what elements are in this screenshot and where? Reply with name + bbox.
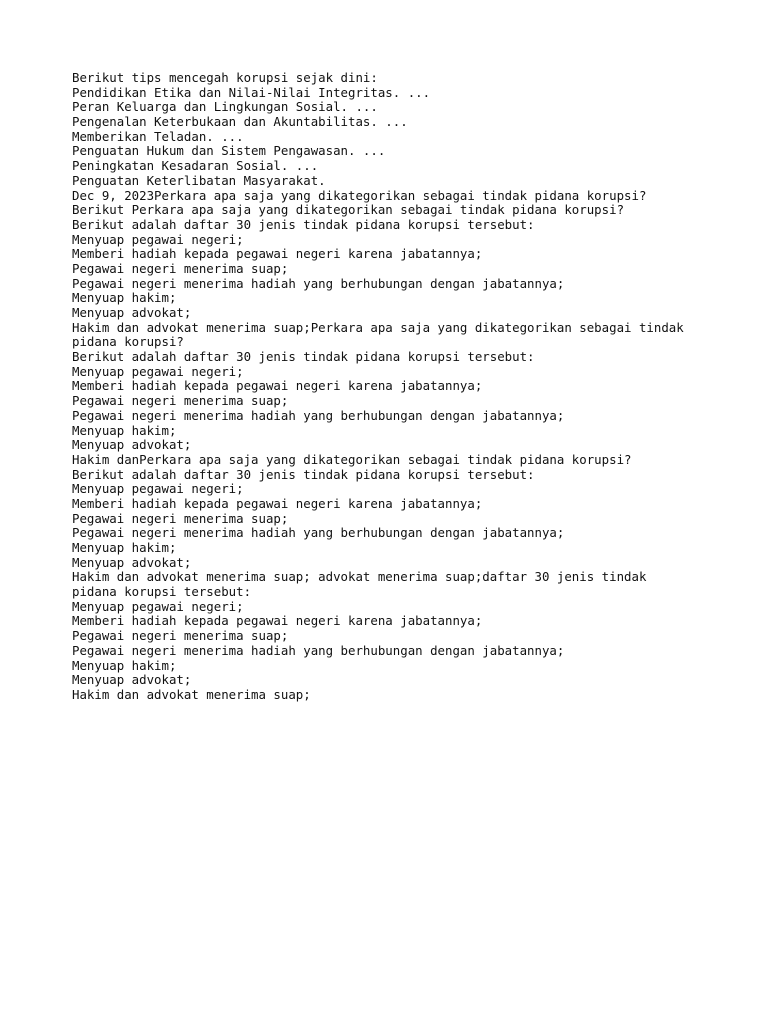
text-line: Menyuap hakim; xyxy=(72,657,177,673)
text-line: Memberi hadiah kepada pegawai negeri karena jabatannya; xyxy=(72,246,483,262)
text-line: Menyuap hakim; xyxy=(72,540,177,555)
text-line: Pegawai negeri menerima hadiah yang berhubungan dengan jabatannya; xyxy=(72,642,565,658)
text-line: Pegawai negeri menerima suap; xyxy=(72,260,289,276)
text-line: Berikut tips mencegah korupsi sejak dini: xyxy=(72,70,378,85)
text-line: Dec 9, 2023Perkara apa saja yang dikategorikan sebagai tindak pidana korupsi? xyxy=(72,187,647,203)
text-line: Hakim dan advokat menerima suap; xyxy=(72,686,311,702)
text-line: Menyuap hakim; xyxy=(72,290,177,306)
text-line: pidana korupsi? xyxy=(72,334,184,350)
text-line: Memberi hadiah kepada pegawai negeri karena jabatannya; xyxy=(72,378,483,394)
text-line: Menyuap advokat; xyxy=(72,672,192,688)
text-line: Pegawai negeri menerima hadiah yang berhubungan dengan jabatannya; xyxy=(72,525,565,541)
text-line: Peningkatan Kesadaran Sosial. ... xyxy=(72,158,319,174)
document-body xyxy=(72,71,712,703)
text-line: Pegawai negeri menerima hadiah yang berhubungan dengan jabatannya; xyxy=(72,275,565,291)
text-line: Memberi hadiah kepada pegawai negeri karena jabatannya; xyxy=(72,613,483,629)
text-line: Peran Keluarga dan Lingkungan Sosial. ... xyxy=(72,99,378,115)
text-line: Berikut adalah daftar 30 jenis tindak pidana korupsi tersebut: xyxy=(72,216,535,232)
text-line: Hakim dan advokat menerima suap; advokat menerima suap;daftar 30 jenis tindak xyxy=(72,569,647,585)
text-line: Menyuap advokat; xyxy=(72,554,192,570)
text-line: Pegawai negeri menerima suap; xyxy=(72,510,289,526)
text-line: Pendidikan Etika dan Nilai-Nilai Integritas. ... xyxy=(72,84,431,100)
text-line: Menyuap pegawai negeri; xyxy=(72,481,244,497)
text-line: Menyuap pegawai negeri; xyxy=(72,598,244,614)
text-line: Memberikan Teladan. ... xyxy=(72,128,244,144)
text-line: Pegawai negeri menerima suap; xyxy=(72,628,289,644)
text-line: Berikut adalah daftar 30 jenis tindak pidana korupsi tersebut: xyxy=(72,466,535,482)
text-line: Menyuap hakim; xyxy=(72,422,177,438)
text-line: pidana korupsi tersebut: xyxy=(72,584,252,600)
text-line: Hakim danPerkara apa saja yang dikategorikan sebagai tindak pidana korupsi? xyxy=(72,451,632,467)
text-line: Berikut adalah daftar 30 jenis tindak pidana korupsi tersebut: xyxy=(72,349,535,365)
text-line: Pegawai negeri menerima hadiah yang berhubungan dengan jabatannya; xyxy=(72,407,565,423)
text-line: Menyuap advokat; xyxy=(72,305,192,320)
text-line: Pengenalan Keterbukaan dan Akuntabilitas. ... xyxy=(72,114,408,130)
text-line: Menyuap pegawai negeri; xyxy=(72,231,244,247)
text-line: Menyuap advokat; xyxy=(72,437,192,453)
text-line: Hakim dan advokat menerima suap;Perkara apa saja yang dikategorikan sebagai tindak xyxy=(72,319,684,335)
text-line: Menyuap pegawai negeri; xyxy=(72,363,244,379)
text-line: Penguatan Keterlibatan Masyarakat. xyxy=(72,172,326,188)
text-line: Pegawai negeri menerima suap; xyxy=(72,393,289,409)
text-line: Penguatan Hukum dan Sistem Pengawasan. ... xyxy=(72,143,386,159)
text-line: Berikut Perkara apa saja yang dikategorikan sebagai tindak pidana korupsi? xyxy=(72,202,625,218)
text-line: Memberi hadiah kepada pegawai negeri karena jabatannya; xyxy=(72,495,483,511)
